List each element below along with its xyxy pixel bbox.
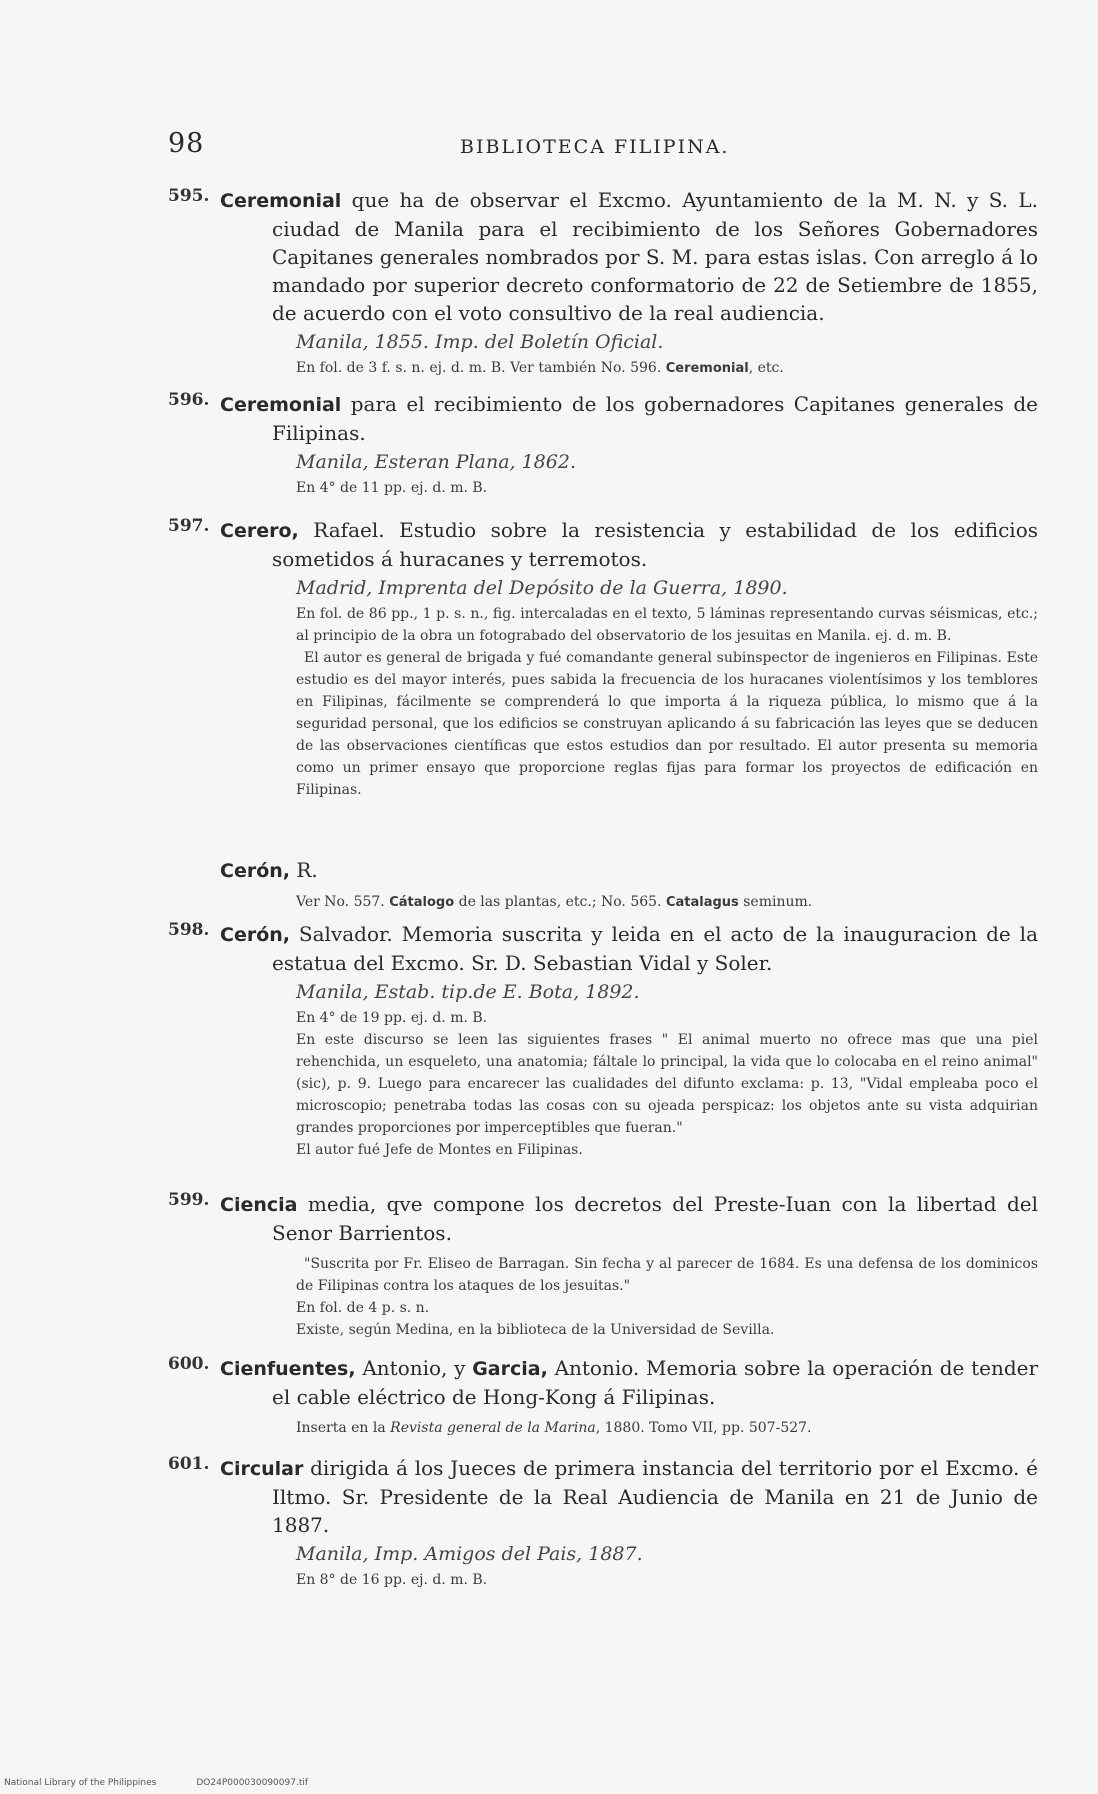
entry-number: 599. [168,1190,210,1210]
entry-notes: En 4° de 19 pp. ej. d. m. B. [296,1010,488,1026]
entry-notes [296,1417,1038,1439]
entry-title-text: para el recibimiento de los gobernadores Capitanes generales de Filipinas. [272,392,1039,445]
notes-suffix: , etc. [748,360,784,376]
entry-notes: En 4° de 11 pp. ej. d. m. B. [296,480,488,496]
notes-text: Inserta en la [296,1420,386,1436]
entry-number: 597. [168,516,210,536]
notes-ref: Catalagus [665,895,739,910]
entry-imprint: Manila, 1855. Imp. del Boletín Oficial. [296,331,664,353]
entry-imprint: Manila, Esteran Plana, 1862. [296,451,576,473]
entry-keyword: Cienfuentes, [220,1358,356,1380]
scan-footer [4,1778,308,1788]
entry-keyword: Cerero, [220,520,299,542]
entry-title-text: Rafael. Estudio sobre la resistencia y estabilidad de los edificios sometidos á huracanes y terremotos. [272,518,1038,571]
notes-text: Ver No. 557. [296,894,385,910]
entry-commentary-2: El autor fué Jefe de Montes en Filipinas. [296,1142,583,1158]
entry-title [220,856,1038,885]
notes-ref: Ceremonial [665,361,749,376]
entry-title-text: media, qve compone los decretos del Preste-Iuan con la libertad del Senor Barrientos. [272,1192,1039,1245]
page-number: 98 [168,128,205,159]
entry-598 [168,920,1038,1161]
notes-periodical: Revista general de la Marina [390,1420,596,1436]
entry-notes [296,357,1038,380]
entry-title-text: R. [296,858,318,882]
entry-title-text-2: Antonio. Memoria sobre la operación de tender el cable eléctrico de Hong-Kong á Filipinas. [272,1356,1039,1409]
entry-596 [168,390,1038,499]
entry-commentary: El autor es general de brigada y fué comandante general subinspector de ingenieros en Filipinas. Este estudio es del mayor interés, pues sabida la frecuencia de los huracanes violentísimos y los temblores en Filipinas, fácilmente se comprenderá lo que importa á la riqueza pública, lo mismo que á la seguridad personal, que los edificios se construyan aplicando á su fabricación las leyes que se deducen de las observaciones científicas que estos estudios dan por resultado. El autor presenta su memoria como un primer ensayo que proporcione reglas fijas para formar los proyectos de edificación en Filipinas. [296,650,1038,798]
entry-title [220,390,1038,447]
entry-keyword: Cerón, [220,924,290,946]
entry-title [220,1454,1038,1539]
entry-595 [168,186,1038,380]
entry-title [220,920,1038,977]
notes-text: seminum. [738,894,813,910]
entry-number: 601. [168,1454,210,1474]
entry-title-text: Antonio, y [362,1356,466,1380]
entry-title-text: dirigida á los Jueces de primera instancia del territorio por el Excmo. é Iltmo. Sr. Presidente de la Real Audiencia de Manila en 21 de Junio de 1887. [272,1456,1039,1537]
notes-text: de las plantas, etc.; No. 565. [454,894,662,910]
entry-keyword: Circular [220,1458,304,1480]
notes-ref: Cátalogo [389,895,455,910]
entry-keyword: Ceremonial [220,394,342,416]
running-head [0,128,1098,168]
entry-title-text: Salvador. Memoria suscrita y leida en el acto de la inauguracion de la estatua del Excmo. Sr. D. Sebastian Vidal y Soler. [272,922,1038,975]
running-title: BIBLIOTECA FILIPINA. [460,136,730,158]
entry-number: 600. [168,1354,210,1374]
entry-number: 595. [168,186,210,206]
entry-597 [168,516,1038,801]
entry-keyword-2: Garcia, [472,1358,548,1380]
entry-commentary: Existe, según Medina, en la biblioteca de la Universidad de Sevilla. [296,1322,775,1338]
entry-number: 598. [168,920,210,940]
entry-imprint: Madrid, Imprenta del Depósito de la Guerra, 1890. [296,577,788,599]
entry-title-text: que ha de observar el Excmo. Ayuntamiento de la M. N. y S. L. ciudad de Manila para el recibimiento de los Señores Gobernadores Capitanes generales nombrados por S. M. para estas islas. Con arreglo á lo mandado por superior decreto conformatorio de 22 de Setiembre de 1855, de acuerdo con el voto consultivo de la real audiencia. [272,188,1039,325]
entry-imprint: Manila, Estab. tip.de E. Bota, 1892. [296,981,640,1003]
footer-library: National Library of the Philippines [4,1778,157,1788]
entry-number: 596. [168,390,210,410]
entry-commentary: En este discurso se leen las siguientes frases " El animal muerto no ofrece mas que una piel rehenchida, un esqueleto, una anatomia; fáltale lo principal, la vida que lo colocaba en el reino animal" (sic), p. 9. Luego para encarecer las cualidades del difunto exclama: p. 13, "Vidal empleaba poco el microscopio; penetraba todas las cosas con su ojeada perspicaz: los objetos ante su vista adquirian grandes proporciones por imperceptibles que fueran." [296,1032,1038,1136]
entry-notes: En fol. de 86 pp., 1 p. s. n., fig. intercaladas en el texto, 5 láminas representando curvas séismicas, etc.; al principio de la obra un fotograbado del observatorio de los jesuitas en Manila. ej. d. m. B. [296,606,1038,644]
entry-ceron-r [168,856,1038,914]
entry-600 [168,1354,1038,1439]
entry-title [220,186,1038,327]
entry-keyword: Cerón, [220,860,290,882]
notes-suffix: , 1880. Tomo VII, pp. 507-527. [595,1420,812,1436]
entry-title [220,516,1038,573]
entry-title [220,1190,1038,1247]
entry-notes: En fol. de 4 p. s. n. [296,1300,430,1316]
entry-599 [168,1190,1038,1341]
footer-code: DO24P000030090097.tif [196,1778,309,1788]
entry-notes [296,891,1038,914]
entry-title [220,1354,1038,1411]
entry-imprint: Manila, Imp. Amigos del Pais, 1887. [296,1543,643,1565]
notes-text: En fol. de 3 f. s. n. ej. d. m. B. Ver también No. 596. [296,360,662,376]
entry-601 [168,1454,1038,1591]
entry-notes: En 8° de 16 pp. ej. d. m. B. [296,1572,488,1588]
entry-quote: "Suscrita por Fr. Eliseo de Barragan. Sin fecha y al parecer de 1684. Es una defensa de los dominicos de Filipinas contra los ataques de los jesuitas." [296,1256,1038,1294]
entry-keyword: Ceremonial [220,190,342,212]
entry-keyword: Ciencia [220,1194,298,1216]
